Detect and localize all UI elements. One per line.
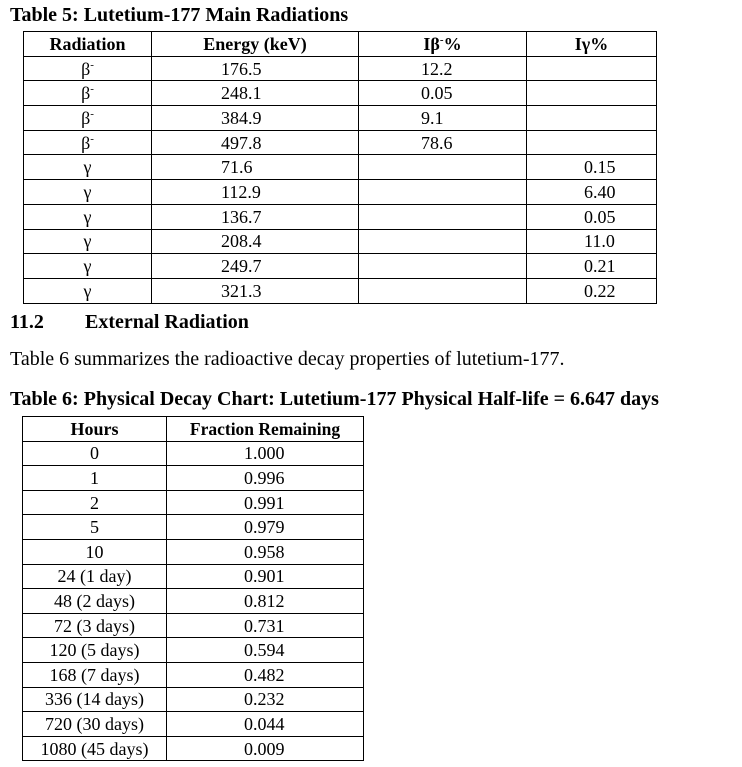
cell-ig: 0.15	[527, 155, 657, 180]
cell-ig	[527, 106, 657, 131]
section-heading	[10, 310, 249, 334]
cell-energy: 71.6	[152, 155, 359, 180]
cell-hours: 1080 (45 days)	[23, 736, 167, 761]
table-row	[24, 204, 657, 229]
radiation-sup: -	[90, 58, 94, 71]
cell-ib: 0.05	[359, 81, 527, 106]
table-row	[24, 278, 657, 303]
table-row	[23, 662, 364, 687]
table-row	[23, 515, 364, 540]
header-ib	[359, 32, 527, 57]
table-header-row	[24, 32, 657, 57]
cell-fraction: 0.009	[167, 736, 364, 761]
header-ib-suffix: %	[443, 33, 462, 54]
radiations-table	[23, 31, 657, 304]
cell-hours: 120 (5 days)	[23, 638, 167, 663]
table-row	[23, 589, 364, 614]
header-ib-base: Iβ	[423, 33, 440, 54]
cell-radiation	[24, 56, 152, 81]
table-row	[24, 56, 657, 81]
cell-radiation	[24, 254, 152, 279]
cell-ig	[527, 81, 657, 106]
section-body: Table 6 summarizes the radioactive decay properties of lutetium-177.	[10, 348, 565, 370]
cell-fraction: 0.996	[167, 466, 364, 491]
table6-caption: Table 6: Physical Decay Chart: Lutetium-177 Physical Half-life = 6.647 days	[10, 388, 659, 410]
cell-radiation	[24, 278, 152, 303]
cell-hours: 5	[23, 515, 167, 540]
cell-energy: 497.8	[152, 130, 359, 155]
cell-fraction: 0.991	[167, 490, 364, 515]
cell-ig: 0.05	[527, 204, 657, 229]
cell-ig: 0.21	[527, 254, 657, 279]
radiation-symbol: γ	[83, 181, 92, 202]
radiation-sup: -	[90, 132, 94, 145]
cell-radiation	[24, 81, 152, 106]
cell-ig: 0.22	[527, 278, 657, 303]
radiation-symbol: γ	[83, 231, 92, 252]
radiation-sup: -	[90, 107, 94, 120]
table-header-row	[23, 417, 364, 442]
radiation-symbol: β	[81, 132, 91, 153]
cell-fraction: 0.901	[167, 564, 364, 589]
cell-hours: 336 (14 days)	[23, 687, 167, 712]
decay-chart-table	[22, 416, 364, 761]
table5-caption: Table 5: Lutetium-177 Main Radiations	[10, 4, 349, 26]
table-row	[24, 81, 657, 106]
cell-hours: 72 (3 days)	[23, 613, 167, 638]
table-row	[24, 254, 657, 279]
cell-radiation	[24, 155, 152, 180]
cell-hours: 1	[23, 466, 167, 491]
cell-energy: 136.7	[152, 204, 359, 229]
table-row	[23, 466, 364, 491]
cell-hours: 24 (1 day)	[23, 564, 167, 589]
cell-fraction: 0.979	[167, 515, 364, 540]
table-row	[23, 564, 364, 589]
table-row	[23, 712, 364, 737]
cell-fraction: 0.044	[167, 712, 364, 737]
cell-fraction: 0.594	[167, 638, 364, 663]
cell-hours: 0	[23, 441, 167, 466]
section-title: External Radiation	[85, 311, 249, 333]
cell-hours: 48 (2 days)	[23, 589, 167, 614]
header-energy: Energy (keV)	[152, 32, 359, 57]
cell-ib: 9.1	[359, 106, 527, 131]
cell-fraction: 0.731	[167, 613, 364, 638]
radiation-symbol: β	[81, 107, 91, 128]
cell-hours: 10	[23, 539, 167, 564]
table-row	[23, 687, 364, 712]
cell-ib	[359, 229, 527, 254]
header-ig: Iγ%	[527, 32, 657, 57]
cell-radiation	[24, 130, 152, 155]
cell-energy: 176.5	[152, 56, 359, 81]
cell-hours: 2	[23, 490, 167, 515]
header-ib-sup: -	[439, 33, 444, 46]
radiation-symbol: γ	[83, 157, 92, 178]
cell-hours: 168 (7 days)	[23, 662, 167, 687]
cell-ib: 78.6	[359, 130, 527, 155]
cell-energy: 248.1	[152, 81, 359, 106]
table-row	[24, 106, 657, 131]
cell-radiation	[24, 106, 152, 131]
radiation-symbol: γ	[83, 206, 92, 227]
cell-fraction: 1.000	[167, 441, 364, 466]
cell-fraction: 0.232	[167, 687, 364, 712]
table-row	[24, 229, 657, 254]
header-radiation: Radiation	[24, 32, 152, 57]
cell-ig: 11.0	[527, 229, 657, 254]
cell-ib	[359, 155, 527, 180]
table-row	[24, 130, 657, 155]
cell-fraction: 0.482	[167, 662, 364, 687]
header-fraction: Fraction Remaining	[167, 417, 364, 442]
radiation-sup: -	[90, 83, 94, 96]
cell-radiation	[24, 204, 152, 229]
table-row	[23, 736, 364, 761]
cell-ig	[527, 130, 657, 155]
cell-radiation	[24, 180, 152, 205]
table-row	[23, 613, 364, 638]
cell-fraction: 0.812	[167, 589, 364, 614]
cell-ib: 12.2	[359, 56, 527, 81]
section-number: 11.2	[10, 311, 44, 333]
radiation-symbol: γ	[83, 256, 92, 277]
cell-ib	[359, 204, 527, 229]
cell-energy: 321.3	[152, 278, 359, 303]
cell-ig	[527, 56, 657, 81]
cell-fraction: 0.958	[167, 539, 364, 564]
cell-energy: 208.4	[152, 229, 359, 254]
radiation-symbol: β	[81, 58, 91, 79]
header-hours: Hours	[23, 417, 167, 442]
table-row	[24, 180, 657, 205]
cell-energy: 384.9	[152, 106, 359, 131]
cell-hours: 720 (30 days)	[23, 712, 167, 737]
cell-ib	[359, 254, 527, 279]
table-row	[23, 441, 364, 466]
cell-ib	[359, 180, 527, 205]
cell-ib	[359, 278, 527, 303]
radiation-symbol: γ	[83, 280, 92, 301]
radiation-symbol: β	[81, 83, 91, 104]
table-row	[23, 490, 364, 515]
cell-energy: 112.9	[152, 180, 359, 205]
table-row	[23, 638, 364, 663]
table-row	[24, 155, 657, 180]
cell-radiation	[24, 229, 152, 254]
cell-energy: 249.7	[152, 254, 359, 279]
cell-ig: 6.40	[527, 180, 657, 205]
table-row	[23, 539, 364, 564]
